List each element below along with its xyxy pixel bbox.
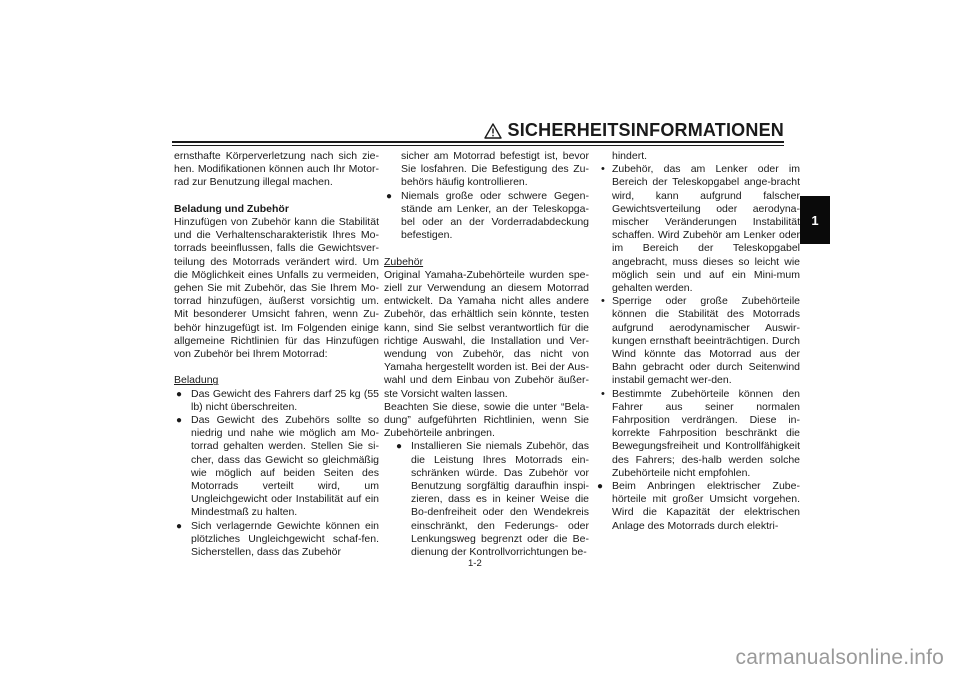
continued-text: sicher am Motorrad befestigt ist, bevor Sie losfahren. Die Befestigung des Zu-behörs häufig kontrollieren. <box>401 150 589 189</box>
chapter-tab: 1 <box>800 196 830 244</box>
sub-list-item: • Bestimmte Zubehörteile können den Fahrer aus seiner normalen Fahrposition verdrängen. Diese in-korrekte Fahrposition beschränkt die Bewegungsfreiheit und Kontrollfähigkeit des Fahrers; des-halb werden solche Zubehörteile nicht empfohlen. <box>595 388 800 480</box>
intro-text: ernsthafte Körperverletzung nach sich zie-hen. Modifikationen können auch Ihr Motor-rad zur Benutzung illegal machen. <box>174 150 379 189</box>
list-item: ● Das Gewicht des Fahrers darf 25 kg (55 lb) nicht überschreiten. <box>174 388 379 414</box>
continued-text: hindert. <box>612 150 648 162</box>
page-header <box>172 120 784 138</box>
section-heading: Beladung und Zubehör <box>174 202 289 215</box>
page-number: 1-2 <box>468 558 482 569</box>
header-rule-thick <box>172 141 784 143</box>
paragraph: Beachten Sie diese, sowie die unter “Bela-dung” aufgeführten Richtlinien, wenn Sie Zubehörteile anbringen. <box>384 400 589 440</box>
subheading-beladung: Beladung <box>174 374 219 387</box>
subheading-zubehoer: Zubehör <box>384 255 424 268</box>
list-item: ● Niemals große oder schwere Gegen-stände am Lenker, an der Teleskopga-bel oder an der Vorderradabdeckung befestigen. <box>384 190 589 243</box>
sub-list-item: • Zubehör, das am Lenker oder im Bereich der Teleskopgabel ange-bracht wird, kann aufgrund falscher Gewichtsverteilung oder aerodyna-mischer Veränderungen Instabilität schaffen. Wird Zubehör am Lenker oder im Bereich der Teleskopgabel angebracht, muss dieses so leicht wie möglich sein und auf ein Mini-mum gehalten werden. <box>595 163 800 295</box>
list-item: ● Das Gewicht des Zubehörs sollte so niedrig und nahe wie möglich am Mo-torrad gehalten werden. Stellen Sie si-cher, dass das Gewicht so gleichmäßig wie möglich auf beiden Seiten des Motorrads verteilt wird, um Ungleichgewicht oder Instabilität auf ein Mindestmaß zu halten. <box>174 414 379 520</box>
column-1 <box>174 150 379 559</box>
list-item: ● Installieren Sie niemals Zubehör, das die Leistung Ihres Motorrads ein-schränken würde. Das Zubehör vor Benutzung sorgfältig daraufhin inspi-zieren, dass es in keiner Weise die Bo-denfreiheit oder den Wendekreis einschränkt, den Federungs- oder Lenkungsweg begrenzt oder die Be-dienung der Kontrollvorrichtungen be- <box>384 440 589 559</box>
list-item: ● Sich verlagernde Gewichte können ein plötzliches Ungleichgewicht schaf-fen. Sicherstellen, dass das Zubehör <box>174 520 379 560</box>
column-2 <box>384 150 589 559</box>
column-3 <box>595 150 800 533</box>
sub-list-item: • Sperrige oder große Zubehörteile können die Stabilität des Motorrads aufgrund aerodynamischer Auswir-kungen ernsthaft beeinträchtigen. Durch Wind könnte das Motorrad aus der Bahn gebracht oder durch Seitenwind instabil gemacht wer-den. <box>595 295 800 387</box>
warning-triangle-icon <box>484 123 502 139</box>
watermark: carmanualsonline.info <box>735 646 944 669</box>
list-item: ● Beim Anbringen elektrischer Zube-hörteile mit großer Umsicht vorgehen. Wird die Kapazität der elektrischen Anlage des Motorrads durch elektri- <box>595 480 800 533</box>
section-paragraph: Hinzufügen von Zubehör kann die Stabilität und die Verhaltenscharakteristik Ihres Mo-torrads beeinflussen, falls die Gewichtsver-teilung des Motorrads verändert wird. Um die Möglichkeit eines Unfalls zu vermeiden, gehen Sie mit Zubehör, das Sie Ihrem Mo-torrad hinzufügen, äußerst vorsichtig um. Mit besonderer Umsicht fahren, wenn Zu-behör hinzugefügt ist. Im Folgenden einige allgemeine Richtlinien für das Hinzufügen von Zubehör bei Ihrem Motorrad: <box>174 216 379 361</box>
paragraph: Original Yamaha-Zubehörteile wurden spe-ziell zur Verwendung an diesem Motorrad entwickelt. Da Yamaha nicht alles andere Zubehör, das erhältlich sein könnte, testen kann, sind Sie selbst verantwortlich für die richtige Auswahl, die Installation und Ver-wendung von Zubehör, das nicht von Yamaha hergestellt worden ist. Bei der Aus-wahl und dem Einbau von Zubehör äußer-ste Vorsicht walten lassen. <box>384 268 589 400</box>
page-title: SICHERHEITSINFORMATIONEN <box>507 120 784 140</box>
header-rule-thin <box>172 145 784 146</box>
